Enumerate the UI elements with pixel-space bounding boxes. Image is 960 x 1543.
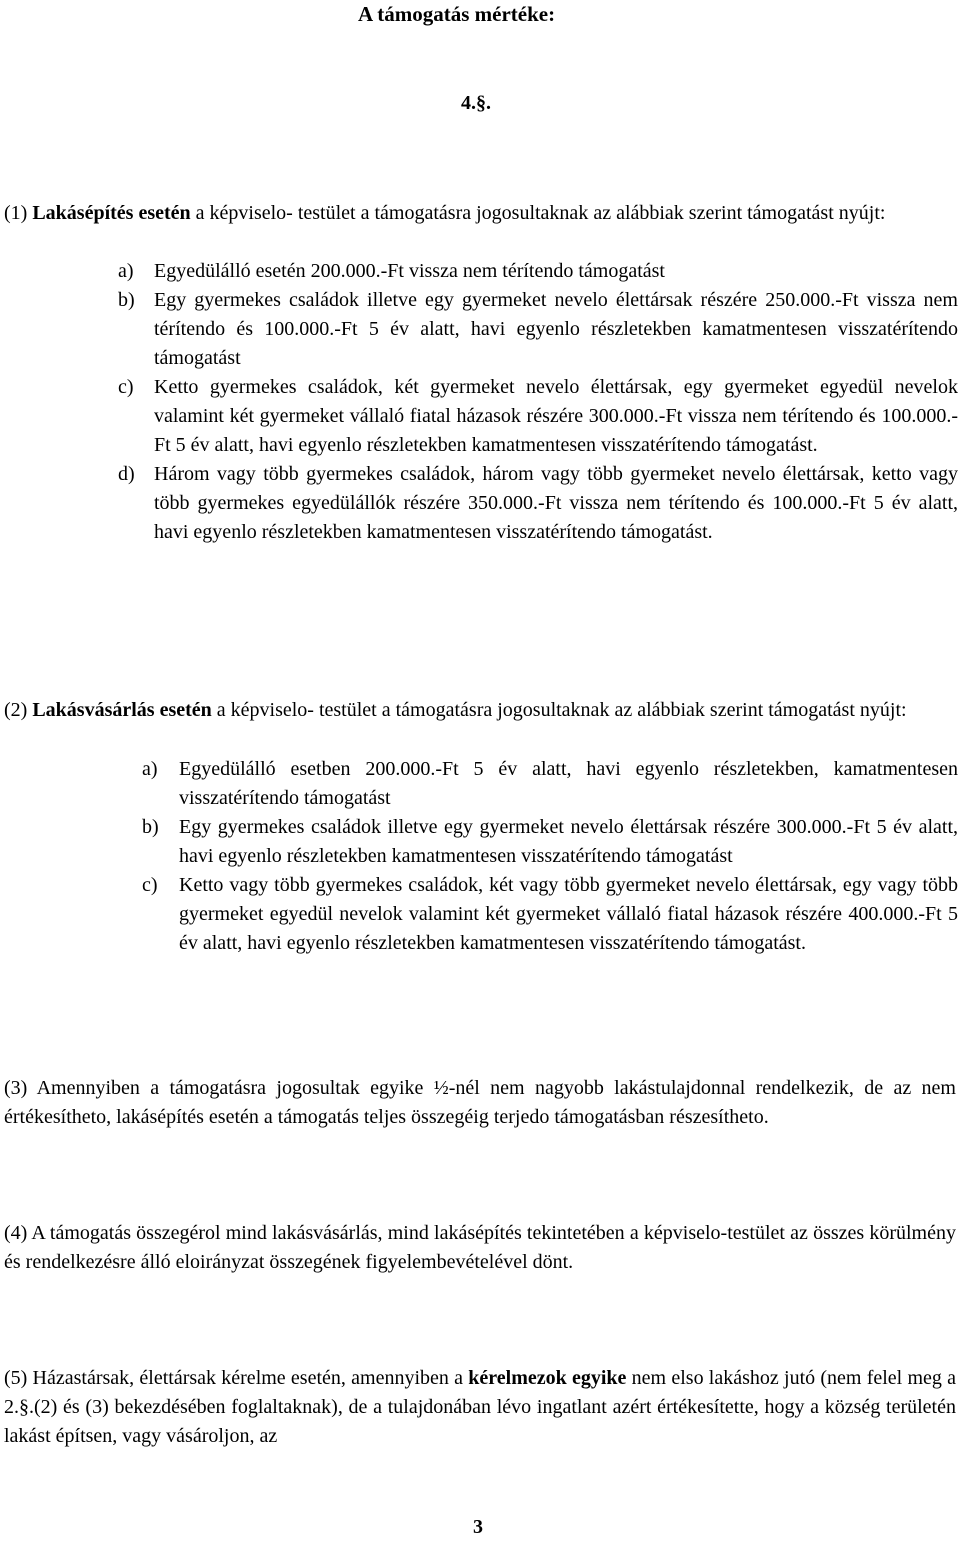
list-item-text: Ketto gyermekes családok, két gyermeket nevelo élettársak, egy gyermeket egyedül nevelok valamint két gyermeket vállaló fiatal házasok részére 300.000.-Ft vissza nem térítendo és 100.000.-Ft 5 év alatt, havi egyenlo részletekben kamatmentesen visszatérítendo támogatást. (154, 376, 958, 456)
list-item-label: c) (118, 376, 134, 398)
paragraph-5-text-start: (5) Házastársak, élettársak kérelme esetén, amennyiben a (4, 1367, 463, 1389)
list-item (142, 871, 958, 958)
paragraph-2-heading: Lakásvásárlás esetén (32, 699, 212, 721)
paragraph-4: (4) A támogatás összegérol mind lakásvásárlás, mind lakásépítés tekintetében a képviselo-testület az összes körülmény és rendelkezésre álló eloirányzat összegének figyelembevételével dönt. (4, 1222, 956, 1273)
paragraph-2-number: (2) (4, 699, 28, 721)
paragraph-2 (4, 696, 956, 725)
paragraph-3: (3) Amennyiben a támogatásra jogosultak egyike ½-nél nem nagyobb lakástulajdonnal rendelkezik, de az nem értékesítheto, lakásépítés esetén a támogatás teljes összegéig terjedo támogatásban részesítheto. (4, 1077, 956, 1128)
list-item-text: Egyedülálló esetén 200.000.-Ft vissza nem térítendo támogatást (154, 260, 665, 282)
paragraph-1-list (118, 257, 958, 547)
paragraph-1 (4, 199, 956, 228)
page-title: A támogatás mértéke: (358, 2, 556, 26)
list-item (142, 813, 958, 871)
list-item-label: b) (142, 816, 159, 838)
page-number: 3 (473, 1516, 483, 1538)
article-number: 4.§. (461, 92, 491, 114)
list-item (118, 286, 958, 373)
list-item (118, 257, 958, 286)
list-item-label: c) (142, 874, 158, 896)
paragraph-1-text: a képviselo- testület a támogatásra jogosultaknak az alábbiak szerint támogatást nyújt: (195, 202, 886, 224)
paragraph-2-text: a képviselo- testület a támogatásra jogosultaknak az alábbiak szerint támogatást nyújt: (216, 699, 907, 721)
list-item-text: Három vagy több gyermekes családok, három vagy több gyermeket nevelo élettársak, ketto vagy több gyermekes egyedülállók részére 350.000.-Ft vissza nem térítendo és 100.000.-Ft 5 év alatt, havi egyenlo részletekben kamatmentesen visszatérítendo támogatást. (154, 463, 958, 543)
paragraph-2-list (142, 755, 958, 958)
list-item-label: b) (118, 289, 135, 311)
paragraph-5-text-end: nem elso lakáshoz jutó (nem felel meg a 2.§.(2) és (3) bekezdésében foglaltaknak), de a tulajdonában lévo ingatlant azért értékesítette, hogy a község területén lakást építsen, vagy vásároljon, az (4, 1367, 957, 1447)
list-item-label: a) (142, 758, 158, 780)
list-item (142, 755, 958, 813)
list-item-text: Egy gyermekes családok illetve egy gyermeket nevelo élettársak részére 250.000.-Ft vissza nem térítendo és 100.000.-Ft 5 év alatt, havi egyenlo részletekben kamatmentesen visszatérítendo támogatást (154, 289, 958, 369)
list-item-text: Egyedülálló esetben 200.000.-Ft 5 év alatt, havi egyenlo részletekben, kamatmentesen visszatérítendo támogatást (179, 758, 958, 809)
list-item-text: Ketto vagy több gyermekes családok, két vagy több gyermeket nevelo élettársak, egy vagy több gyermeket egyedül nevelok valamint két gyermeket vállaló fiatal házasok részére 400.000.-Ft 5 év alatt, havi egyenlo részletekben kamatmentesen visszatérítendo támogatást. (179, 874, 958, 954)
paragraph-5-emphasis: kérelmezok egyike (468, 1367, 627, 1389)
list-item (118, 460, 958, 547)
paragraph-5 (4, 1364, 956, 1451)
paragraph-1-number: (1) (4, 202, 28, 224)
list-item (118, 373, 958, 460)
list-item-label: d) (118, 463, 135, 485)
list-item-label: a) (118, 260, 134, 282)
paragraph-1-heading: Lakásépítés esetén (32, 202, 191, 224)
list-item-text: Egy gyermekes családok illetve egy gyermeket nevelo élettársak részére 300.000.-Ft 5 év alatt, havi egyenlo részletekben kamatmentesen visszatérítendo támogatást (179, 816, 958, 867)
